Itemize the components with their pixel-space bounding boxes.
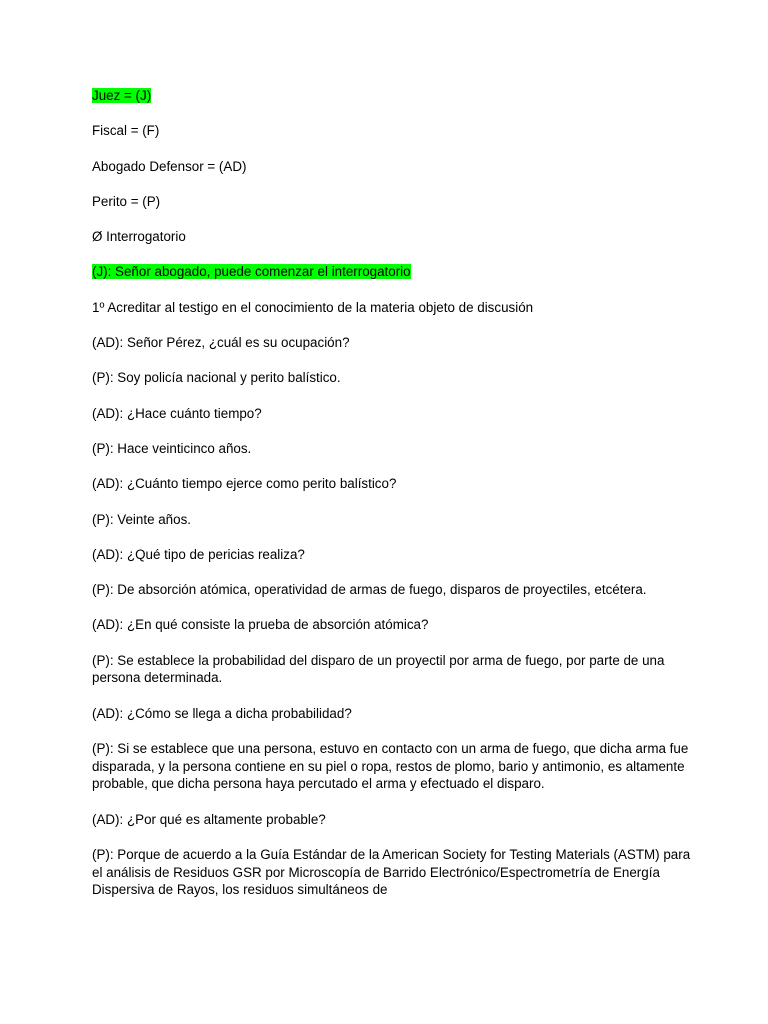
paragraph-question: (AD): Señor Pérez, ¿cuál es su ocupación? [92, 335, 350, 351]
paragraph-answer: (P): Veinte años. [92, 511, 191, 527]
paragraph-legend-prosecutor: Fiscal = (F) [92, 123, 160, 139]
paragraph-question: (AD): ¿En qué consiste la prueba de absorción atómica? [92, 617, 429, 633]
paragraph-answer: (P): Si se establece que una persona, estuvo en contacto con un arma de fuego, que dicha arma fue disparada, y la persona contiene en su piel o ropa, restos de plomo, bario y antimonio, es altamente probable, que dicha persona haya percutado el arma y efectuado el disparo. [92, 741, 689, 792]
paragraph-legend-expert: Perito = (P) [92, 193, 161, 209]
paragraph-question: (AD): ¿Hace cuánto tiempo? [92, 405, 262, 421]
paragraph-question: (AD): ¿Cómo se llega a dicha probabilidad? [92, 705, 352, 721]
paragraph-answer: (P): Soy policía nacional y perito balístico. [92, 370, 341, 386]
paragraph-answer: (P): Se establece la probabilidad del disparo de un proyectil por arma de fuego, por parte de una persona determinada. [92, 652, 665, 686]
document-page [92, 87, 692, 917]
section-heading-interrogation: Ø Interrogatorio [92, 229, 186, 245]
paragraph-answer: (P): Hace veinticinco años. [92, 440, 252, 456]
paragraph-step-one: 1º Acreditar al testigo en el conocimiento de la materia objeto de discusión [92, 299, 534, 315]
paragraph-legend-defense-attorney: Abogado Defensor = (AD) [92, 158, 247, 174]
highlighted-text: (J): Señor abogado, puede comenzar el interrogatorio [92, 264, 411, 280]
paragraph-judge-opening [92, 263, 692, 281]
paragraph-question: (AD): ¿Por qué es altamente probable? [92, 811, 326, 827]
paragraph-answer: (P): Porque de acuerdo a la Guía Estándar de la American Society for Testing Materials (ASTM) para el análisis de Residuos GSR por Microscopía de Barrido Electrónico/Espectrometría de Energía Dispersiva de Rayos, los residuos simultáneos de [92, 847, 691, 898]
paragraph-answer: (P): De absorción atómica, operatividad de armas de fuego, disparos de proyectiles, etcétera. [92, 582, 647, 598]
paragraph-legend-judge [92, 87, 692, 105]
paragraph-question: (AD): ¿Qué tipo de pericias realiza? [92, 546, 305, 562]
highlighted-text: Juez = (J) [92, 88, 152, 103]
paragraph-question: (AD): ¿Cuánto tiempo ejerce como perito balístico? [92, 476, 397, 492]
